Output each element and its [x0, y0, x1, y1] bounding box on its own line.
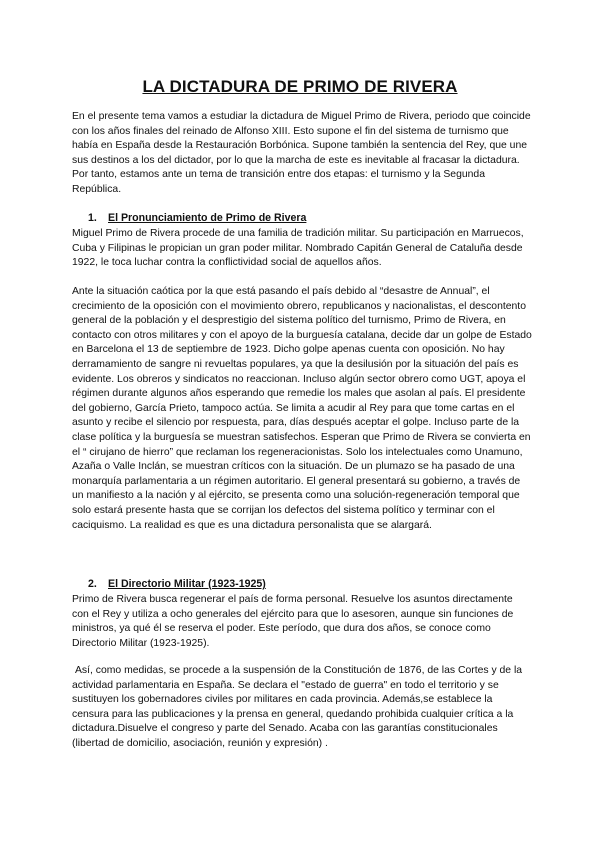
section-1-heading-text: El Pronunciamiento de Primo de Rivera — [108, 212, 307, 224]
section-2-heading — [88, 578, 266, 590]
section-1-number: 1. — [88, 212, 97, 224]
section-2-paragraph-1: Primo de Rivera busca regenerar el país de forma personal. Resuelve los asuntos directamente con el Rey y utiliza a ocho generales del ejército para que lo asesoren, aunque sin funciones de ministros, ya qué él se reserva el poder. Este período, que dura dos años, se conoce como Directorio Militar (1923-1925). — [72, 594, 514, 649]
section-2-paragraph-2: Así, como medidas, se procede a la suspensión de la Constitución de 1876, de las Cortes y de la actividad parlamentaria en España. Se declara el "estado de guerra" en todo el territorio y se sustituyen los gobernadores civiles por militares en cada provincia. Además,se establece la censura para las publicaciones y la prensa en general, quedando prohibida cualquier crítica a la dictadura.Disuelve el congreso y parte del Senado. Acaba con las garantías constitucionales (libertad de domicilio, asociación, reunión y expresión) . — [72, 665, 523, 749]
section-2-heading-text: El Directorio Militar (1923-1925) — [108, 578, 266, 590]
section-2-number: 2. — [88, 578, 97, 590]
section-1-heading — [88, 212, 306, 224]
section-1-paragraph-2: Ante la situación caótica por la que está pasando el país debido al “desastre de Annual”, el crecimiento de la oposición con el movimiento obrero, republicanos y nacionalistas, el descontento general de la población y el desprestigio del sistema político del turnismo, Primo de Rivera, en contacto con otros militares y con el apoyo de la burguesía catalana, decide dar un golpe de Estado en Barcelona el 13 de septiembre de 1923. Dicho golpe apenas cuenta con oposición. No hay derramamiento de sangre ni revueltas populares, ya que la desilusión por la situación del país es evidente. Los obreros y sindicatos no reaccionan. Incluso algún sector obrero como UGT, apoya el régimen durante algunos años esperando que remedie los males que asolan al país. El presidente del gobierno, García Prieto, tampoco actúa. Se limita a acudir al Rey para que tome cartas en el asunto y recibe el silencio por respuesta, para, días después aceptar el golpe. Incluso parte de la clase política y la burguesía se muestran satisfechos. Esperan que Primo de Rivera se convierta en el “ cirujano de hierro” que reclaman los regeneracionistas. Solo los intelectuales como Unamuno, Azaña o Valle Inclán, se muestran críticos con la situación. De un plumazo se ha pasado de una monarquía parlamentaria a un régimen autoritario. El general presentará su gobierno, a través de un manifiesto a la nación y al ejército, se presenta como una solución-regeneración temporal que solo estará presente hasta que se corrijan los defectos del sistema político y terminar con el caciquismo. La realidad es que es una dictadura personalista que se alargará. — [72, 286, 532, 531]
document-title: LA DICTADURA DE PRIMO DE RIVERA — [142, 77, 458, 96]
section-1-paragraph-1: Miguel Primo de Rivera procede de una familia de tradición militar. Su participación en Marruecos, Cuba y Filipinas le propician un gran poder militar. Nombrado Capitán General de Cataluña desde 1922, le toca luchar contra la conflictividad social de aquellos años. — [72, 228, 524, 269]
intro-paragraph: En el presente tema vamos a estudiar la dictadura de Miguel Primo de Rivera, periodo que coincide con los años finales del reinado de Alfonso XIII. Esto supone el fin del sistema de turnismo que había en España desde la Restauración Borbónica. Supone también la sentencia del Rey, que une sus destinos a los del dictador, por lo que la marcha de este es inevitable al fracasar la dictadura. Por tanto, estamos ante un tema de transición entre dos etapas: el turnismo y la Segunda República. — [72, 111, 531, 195]
